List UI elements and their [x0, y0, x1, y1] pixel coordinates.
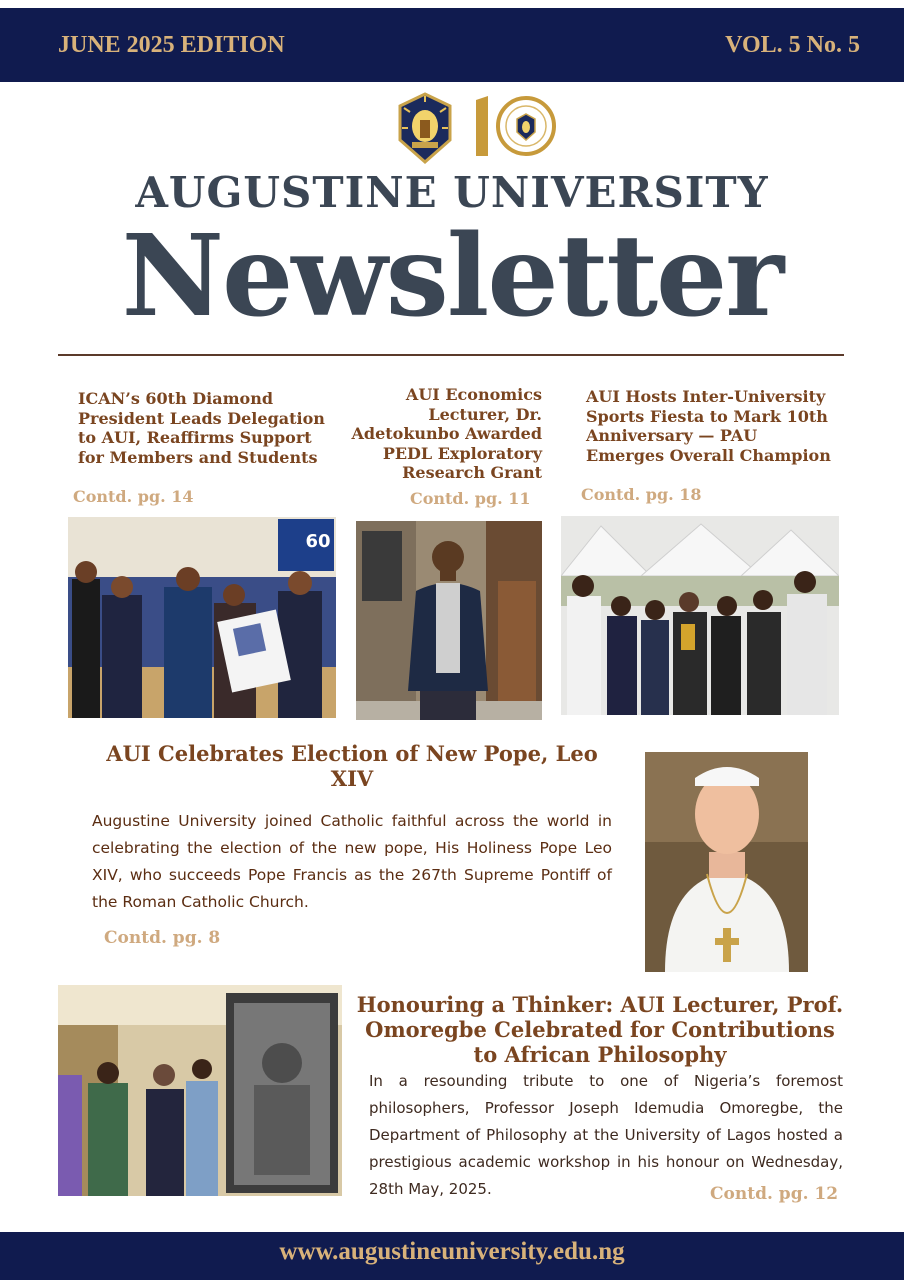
- volume-label: VOL. 5 No. 5: [725, 32, 860, 58]
- economics-lecturer-photo: [356, 521, 542, 720]
- masthead-newsletter: Newsletter: [121, 211, 783, 342]
- pope-portrait-photo: [645, 752, 808, 972]
- omoregbe-tribute-photo: [58, 985, 342, 1196]
- divider-rule: [58, 354, 844, 356]
- story-ican-headline: ICAN’s 60th Diamond President Leads Delegation to AUI, Reaffirms Support for Members and Students: [78, 389, 325, 467]
- edition-label: JUNE 2025 EDITION: [58, 32, 285, 58]
- anniversary-10-logo: [468, 94, 560, 160]
- thinker-story-headline: Honouring a Thinker: AUI Lecturer, Prof. Omoregbe Celebrated for Contributions to African Philosophy: [356, 992, 844, 1067]
- pope-story-contd[interactable]: Contd. pg. 8: [104, 928, 221, 948]
- thinker-story-body: In a resounding tribute to one of Nigeria’s foremost philosophers, Professor Joseph Idemudia Omoregbe, the Department of Philosophy at the University of Lagos hosted a prestigious academic workshop in his honour on Wednesday, 28th May, 2025.: [369, 1072, 843, 1198]
- ican-delegation-photo: [68, 517, 336, 718]
- pope-story-headline: AUI Celebrates Election of New Pope, Leo XIV: [106, 741, 598, 791]
- university-crest-logo: [396, 92, 454, 164]
- svg-text:60: 60: [305, 531, 331, 552]
- story-sports-contd[interactable]: Contd. pg. 18: [581, 485, 702, 504]
- story-sports-headline: AUI Hosts Inter-University Sports Fiesta to Mark 10th Anniversary — PAU Emerges Overall Champion: [586, 387, 831, 465]
- story-economics-contd[interactable]: Contd. pg. 11: [410, 489, 531, 508]
- thinker-story-contd[interactable]: Contd. pg. 12: [710, 1184, 839, 1204]
- website-link[interactable]: www.augustineuniversity.edu.ng: [279, 1238, 625, 1265]
- story-economics-headline: AUI Economics Lecturer, Dr. Adetokunbo Awarded PEDL Exploratory Research Grant: [351, 385, 542, 482]
- story-ican-contd[interactable]: Contd. pg. 14: [73, 487, 194, 506]
- sports-fiesta-photo: [561, 516, 839, 715]
- pope-story-body: Augustine University joined Catholic faithful across the world in celebrating the election of the new pope, His Holiness Pope Leo XIV, who succeeds Pope Francis as the 267th Supreme Pontiff of the Roman Catholic Church.: [92, 812, 612, 911]
- masthead-title: AUGUSTINE UNIVERSITY: [135, 168, 769, 217]
